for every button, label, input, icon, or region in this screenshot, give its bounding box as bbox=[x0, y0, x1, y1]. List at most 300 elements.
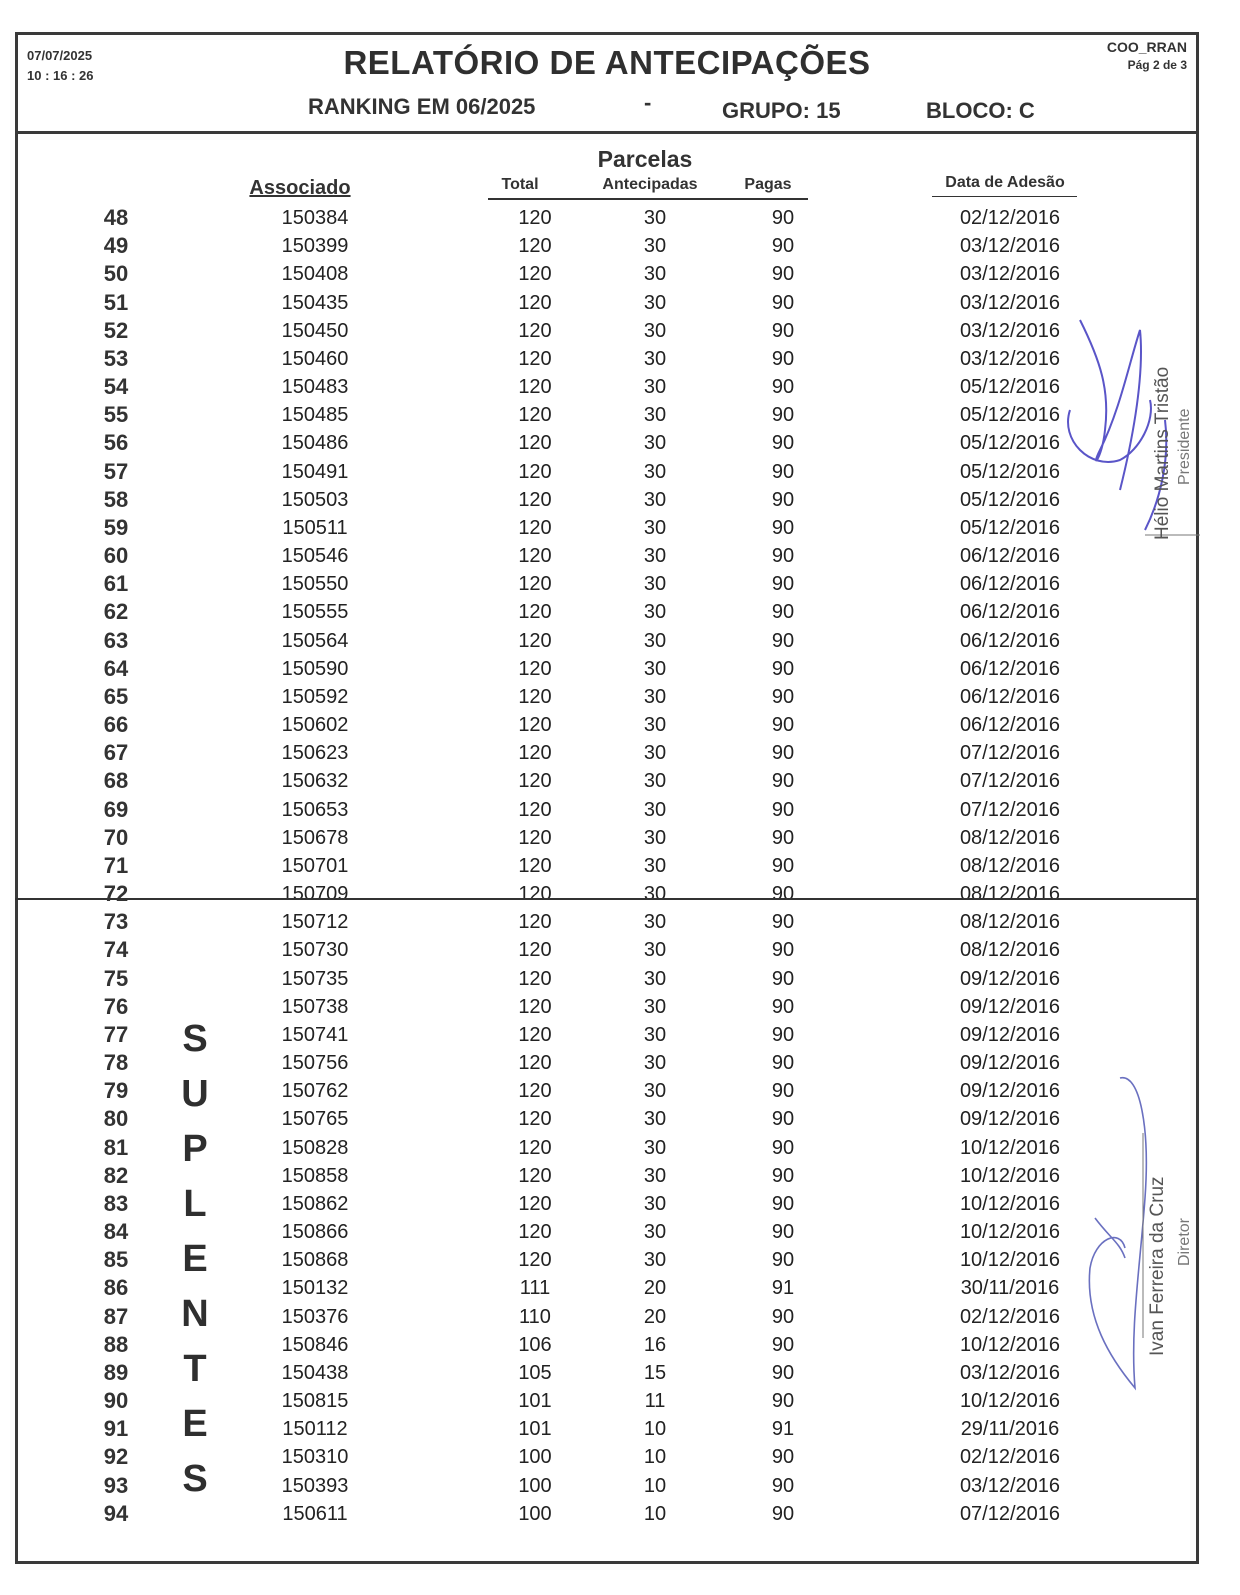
data-adesao-cell: 05/12/2016 bbox=[959, 404, 1061, 426]
data-adesao-cell: 03/12/2016 bbox=[959, 263, 1061, 285]
rank-cell: 87 bbox=[103, 1304, 129, 1329]
data-adesao-cell: 09/12/2016 bbox=[959, 996, 1061, 1018]
data-adesao-cell: 06/12/2016 bbox=[959, 601, 1061, 623]
total-cell: 120 bbox=[518, 827, 552, 849]
data-adesao-cell: 10/12/2016 bbox=[959, 1137, 1061, 1159]
total-cell: 120 bbox=[518, 1249, 552, 1271]
antecipadas-cell: 30 bbox=[643, 630, 667, 652]
associado-cell: 150485 bbox=[281, 404, 349, 426]
pagas-cell: 90 bbox=[771, 1334, 795, 1356]
print-date: 07/07/2025 bbox=[27, 48, 93, 63]
antecipadas-cell: 30 bbox=[643, 545, 667, 567]
rank-cell: 52 bbox=[103, 318, 129, 343]
antecipadas-cell: 16 bbox=[643, 1334, 667, 1356]
total-cell: 101 bbox=[518, 1418, 552, 1440]
report-code-block bbox=[1107, 38, 1187, 74]
antecipadas-heading: Antecipadas bbox=[602, 176, 698, 193]
suplentes-letter: N bbox=[181, 1293, 209, 1335]
associado-cell: 150611 bbox=[282, 1503, 348, 1525]
data-adesao-cell: 10/12/2016 bbox=[959, 1193, 1061, 1215]
total-cell: 120 bbox=[518, 630, 552, 652]
rank-cell: 75 bbox=[103, 966, 129, 991]
page-number: Pág 2 de 3 bbox=[1127, 58, 1187, 72]
antecipadas-cell: 30 bbox=[643, 968, 667, 990]
data-adesao-cell: 08/12/2016 bbox=[959, 855, 1061, 877]
antecipadas-cell: 30 bbox=[643, 770, 667, 792]
president-signature bbox=[1060, 300, 1200, 550]
associado-cell: 150730 bbox=[281, 939, 349, 961]
total-cell: 120 bbox=[518, 292, 552, 314]
signer-name: Ivan Ferreira da Cruz bbox=[1147, 1176, 1168, 1356]
pagas-cell: 90 bbox=[771, 630, 795, 652]
suplentes-letter: E bbox=[182, 1238, 208, 1280]
rank-cell: 64 bbox=[103, 656, 129, 681]
total-cell: 120 bbox=[518, 1221, 552, 1243]
pagas-cell: 90 bbox=[771, 601, 795, 623]
pagas-cell: 90 bbox=[771, 461, 795, 483]
data-adesao-cell: 08/12/2016 bbox=[959, 939, 1061, 961]
pagas-cell: 90 bbox=[771, 658, 795, 680]
suplentes-letter: L bbox=[183, 1183, 207, 1225]
rank-cell: 62 bbox=[103, 599, 129, 624]
rank-cell: 93 bbox=[103, 1473, 129, 1498]
total-cell: 120 bbox=[518, 883, 552, 905]
associado-cell: 150741 bbox=[281, 1024, 349, 1046]
total-cell: 120 bbox=[518, 714, 552, 736]
antecipadas-cell: 30 bbox=[643, 714, 667, 736]
table-row bbox=[15, 486, 1199, 514]
data-adesao-cell: 07/12/2016 bbox=[959, 742, 1061, 764]
table-row bbox=[15, 598, 1199, 626]
data-adesao-cell: 06/12/2016 bbox=[959, 630, 1061, 652]
associado-cell: 150858 bbox=[281, 1165, 349, 1187]
associado-cell: 150460 bbox=[281, 348, 349, 370]
rank-cell: 79 bbox=[103, 1078, 129, 1103]
table-row bbox=[15, 204, 1199, 232]
associado-cell: 150550 bbox=[281, 573, 349, 595]
table-row bbox=[15, 570, 1199, 598]
rank-cell: 71 bbox=[103, 853, 129, 878]
rank-cell: 56 bbox=[103, 430, 129, 455]
rank-cell: 69 bbox=[103, 797, 129, 822]
antecipadas-cell: 30 bbox=[643, 320, 667, 342]
total-cell: 120 bbox=[518, 432, 552, 454]
data-adesao-cell: 02/12/2016 bbox=[959, 207, 1061, 229]
antecipadas-cell: 20 bbox=[643, 1277, 667, 1299]
bloco-label: BLOCO: C bbox=[926, 98, 1035, 123]
data-adesao-cell: 06/12/2016 bbox=[959, 545, 1061, 567]
pagas-cell: 90 bbox=[771, 263, 795, 285]
signer-name: Hélio Martins Tristão bbox=[1152, 366, 1173, 540]
table-row bbox=[15, 880, 1199, 908]
pagas-cell: 90 bbox=[771, 883, 795, 905]
total-cell: 120 bbox=[518, 235, 552, 257]
antecipadas-cell: 30 bbox=[643, 1024, 667, 1046]
associado-cell: 150738 bbox=[281, 996, 349, 1018]
pagas-cell: 90 bbox=[771, 517, 795, 539]
table-row bbox=[15, 289, 1199, 317]
antecipadas-cell: 30 bbox=[643, 1080, 667, 1102]
antecipadas-cell: 30 bbox=[643, 348, 667, 370]
antecipadas-cell: 30 bbox=[643, 263, 667, 285]
rank-cell: 83 bbox=[103, 1191, 129, 1216]
antecipadas-cell: 30 bbox=[643, 883, 667, 905]
suplentes-letter: S bbox=[182, 1018, 208, 1060]
data-adesao-cell: 03/12/2016 bbox=[959, 1475, 1061, 1497]
pagas-cell: 90 bbox=[771, 855, 795, 877]
associado-cell: 150765 bbox=[281, 1108, 349, 1130]
table-row bbox=[15, 260, 1199, 288]
data-adesao-cell: 06/12/2016 bbox=[959, 658, 1061, 680]
table-row bbox=[15, 345, 1199, 373]
associado-cell: 150486 bbox=[281, 432, 349, 454]
pagas-cell: 90 bbox=[771, 714, 795, 736]
suplentes-letter: T bbox=[183, 1348, 207, 1390]
associado-heading: Associado bbox=[249, 177, 351, 199]
pagas-cell: 90 bbox=[771, 1249, 795, 1271]
data-adesao-cell: 09/12/2016 bbox=[959, 1080, 1061, 1102]
rank-cell: 81 bbox=[103, 1135, 129, 1160]
pagas-cell: 90 bbox=[771, 1446, 795, 1468]
total-cell: 120 bbox=[518, 517, 552, 539]
data-adesao-cell: 09/12/2016 bbox=[959, 968, 1061, 990]
suplentes-divider bbox=[15, 898, 1199, 900]
associado-cell: 150709 bbox=[281, 883, 349, 905]
data-adesao-cell: 05/12/2016 bbox=[959, 461, 1061, 483]
total-cell: 120 bbox=[518, 799, 552, 821]
antecipadas-cell: 30 bbox=[643, 292, 667, 314]
pagas-cell: 90 bbox=[771, 320, 795, 342]
data-adesao-cell: 03/12/2016 bbox=[959, 348, 1061, 370]
table-row bbox=[15, 655, 1199, 683]
associado-cell: 150602 bbox=[281, 714, 349, 736]
total-cell: 120 bbox=[518, 658, 552, 680]
antecipadas-cell: 30 bbox=[643, 207, 667, 229]
rank-cell: 77 bbox=[103, 1022, 129, 1047]
header-dash: - bbox=[644, 90, 652, 115]
antecipadas-cell: 20 bbox=[643, 1306, 667, 1328]
ranking-label: RANKING EM 06/2025 bbox=[308, 94, 536, 119]
associado-cell: 150483 bbox=[281, 376, 349, 398]
total-cell: 120 bbox=[518, 348, 552, 370]
total-cell: 120 bbox=[518, 207, 552, 229]
table-row bbox=[15, 317, 1199, 345]
data-adesao-cell: 05/12/2016 bbox=[959, 489, 1061, 511]
data-adesao-cell: 29/11/2016 bbox=[960, 1418, 1060, 1440]
pagas-cell: 90 bbox=[771, 686, 795, 708]
data-adesao-cell: 02/12/2016 bbox=[959, 1446, 1061, 1468]
pagas-cell: 90 bbox=[771, 489, 795, 511]
antecipadas-cell: 15 bbox=[643, 1362, 667, 1384]
data-adesao-cell: 02/12/2016 bbox=[959, 1306, 1061, 1328]
antecipadas-cell: 10 bbox=[643, 1475, 667, 1497]
table-row bbox=[15, 627, 1199, 655]
table-row bbox=[15, 542, 1199, 570]
total-cell: 120 bbox=[518, 489, 552, 511]
pagas-cell: 90 bbox=[771, 1193, 795, 1215]
total-cell: 120 bbox=[518, 939, 552, 961]
data-adesao-heading: Data de Adesão bbox=[945, 174, 1065, 191]
associado-cell: 150435 bbox=[281, 292, 349, 314]
antecipadas-cell: 30 bbox=[643, 1193, 667, 1215]
parcelas-underline bbox=[488, 198, 808, 200]
pagas-cell: 90 bbox=[771, 742, 795, 764]
associado-cell: 150701 bbox=[281, 855, 349, 877]
rank-cell: 91 bbox=[103, 1416, 129, 1441]
pagas-cell: 90 bbox=[771, 432, 795, 454]
rank-cell: 51 bbox=[103, 290, 129, 315]
total-cell: 120 bbox=[518, 461, 552, 483]
associado-cell: 150450 bbox=[281, 320, 349, 342]
antecipadas-cell: 30 bbox=[643, 235, 667, 257]
report-code: COO_RRAN bbox=[1106, 39, 1187, 55]
antecipadas-cell: 10 bbox=[643, 1418, 667, 1440]
table-row bbox=[15, 401, 1199, 429]
pagas-cell: 90 bbox=[771, 1165, 795, 1187]
antecipadas-cell: 30 bbox=[643, 686, 667, 708]
data-adesao-cell: 06/12/2016 bbox=[959, 714, 1061, 736]
total-cell: 120 bbox=[518, 404, 552, 426]
associado-cell: 150310 bbox=[281, 1446, 349, 1468]
associado-cell: 150868 bbox=[281, 1249, 349, 1271]
pagas-cell: 90 bbox=[771, 1080, 795, 1102]
associado-cell: 150678 bbox=[281, 827, 349, 849]
suplentes-letter: E bbox=[182, 1403, 208, 1445]
rank-cell: 85 bbox=[103, 1247, 129, 1272]
pagas-heading: Pagas bbox=[744, 176, 792, 193]
rank-cell: 66 bbox=[103, 712, 129, 737]
rank-cell: 68 bbox=[103, 768, 129, 793]
associado-cell: 150762 bbox=[281, 1080, 349, 1102]
rank-cell: 70 bbox=[103, 825, 129, 850]
data-adesao-cell: 09/12/2016 bbox=[959, 1108, 1061, 1130]
pagas-cell: 90 bbox=[771, 376, 795, 398]
data-adesao-cell: 10/12/2016 bbox=[959, 1334, 1061, 1356]
rank-cell: 63 bbox=[103, 628, 129, 653]
pagas-cell: 90 bbox=[771, 348, 795, 370]
antecipadas-cell: 30 bbox=[643, 855, 667, 877]
print-time: 10 : 16 : 26 bbox=[27, 68, 94, 83]
total-cell: 120 bbox=[518, 320, 552, 342]
pagas-cell: 90 bbox=[771, 1052, 795, 1074]
rank-cell: 84 bbox=[103, 1219, 129, 1244]
total-cell: 120 bbox=[518, 770, 552, 792]
total-cell: 105 bbox=[518, 1362, 552, 1384]
total-cell: 120 bbox=[518, 1080, 552, 1102]
data-adesao-cell: 05/12/2016 bbox=[959, 517, 1061, 539]
associado-cell: 150546 bbox=[281, 545, 349, 567]
data-adesao-cell: 08/12/2016 bbox=[959, 911, 1061, 933]
associado-cell: 150756 bbox=[281, 1052, 349, 1074]
antecipadas-cell: 30 bbox=[643, 601, 667, 623]
associado-cell: 150653 bbox=[281, 799, 349, 821]
pagas-cell: 91 bbox=[771, 1418, 795, 1440]
antecipadas-cell: 30 bbox=[643, 1165, 667, 1187]
associado-cell: 150564 bbox=[281, 630, 349, 652]
table-row bbox=[15, 458, 1199, 486]
total-cell: 101 bbox=[518, 1390, 552, 1412]
total-cell: 120 bbox=[518, 573, 552, 595]
table-row bbox=[15, 824, 1199, 852]
total-cell: 120 bbox=[518, 1108, 552, 1130]
total-cell: 120 bbox=[518, 686, 552, 708]
pagas-cell: 90 bbox=[771, 1137, 795, 1159]
rank-cell: 78 bbox=[103, 1050, 129, 1075]
data-adesao-cell: 07/12/2016 bbox=[959, 1503, 1061, 1525]
rank-cell: 67 bbox=[103, 740, 129, 765]
table-row bbox=[15, 514, 1199, 542]
table-row bbox=[15, 739, 1199, 767]
rank-cell: 86 bbox=[103, 1275, 129, 1300]
rank-cell: 89 bbox=[103, 1360, 129, 1385]
antecipadas-cell: 30 bbox=[643, 1221, 667, 1243]
pagas-cell: 90 bbox=[771, 1503, 795, 1525]
pagas-cell: 90 bbox=[771, 1390, 795, 1412]
table-row bbox=[15, 683, 1199, 711]
total-cell: 106 bbox=[518, 1334, 552, 1356]
table-row bbox=[15, 373, 1199, 401]
data-adesao-underline bbox=[932, 196, 1077, 197]
data-adesao-cell: 10/12/2016 bbox=[959, 1221, 1061, 1243]
table-row bbox=[15, 232, 1199, 260]
antecipadas-cell: 10 bbox=[643, 1503, 667, 1525]
associado-cell: 150503 bbox=[281, 489, 349, 511]
rank-cell: 60 bbox=[103, 543, 129, 568]
total-cell: 100 bbox=[518, 1475, 552, 1497]
associado-cell: 150491 bbox=[281, 461, 349, 483]
report-title: RELATÓRIO DE ANTECIPAÇÕES bbox=[343, 44, 871, 81]
table-row bbox=[15, 908, 1199, 936]
pagas-cell: 90 bbox=[771, 939, 795, 961]
data-adesao-cell: 03/12/2016 bbox=[959, 1362, 1061, 1384]
grupo-label: GRUPO: 15 bbox=[722, 98, 841, 123]
data-adesao-cell: 03/12/2016 bbox=[959, 292, 1061, 314]
antecipadas-cell: 30 bbox=[643, 489, 667, 511]
associado-cell: 150828 bbox=[281, 1137, 349, 1159]
rank-cell: 50 bbox=[103, 261, 129, 286]
suplentes-letter: U bbox=[181, 1073, 209, 1115]
antecipadas-cell: 30 bbox=[643, 432, 667, 454]
total-cell: 120 bbox=[518, 911, 552, 933]
total-cell: 100 bbox=[518, 1446, 552, 1468]
data-adesao-cell: 06/12/2016 bbox=[959, 573, 1061, 595]
data-adesao-cell: 03/12/2016 bbox=[959, 320, 1061, 342]
pagas-cell: 90 bbox=[771, 573, 795, 595]
total-cell: 120 bbox=[518, 263, 552, 285]
total-cell: 120 bbox=[518, 1024, 552, 1046]
suplentes-label bbox=[170, 1012, 220, 1507]
table-row bbox=[15, 965, 1199, 993]
associado-cell: 150555 bbox=[281, 601, 349, 623]
data-adesao-cell: 05/12/2016 bbox=[959, 376, 1061, 398]
pagas-cell: 90 bbox=[771, 911, 795, 933]
pagas-cell: 90 bbox=[771, 968, 795, 990]
pagas-cell: 90 bbox=[771, 235, 795, 257]
pagas-cell: 91 bbox=[771, 1277, 795, 1299]
antecipadas-cell: 10 bbox=[643, 1446, 667, 1468]
rank-cell: 94 bbox=[103, 1501, 129, 1526]
total-cell: 120 bbox=[518, 1137, 552, 1159]
pagas-cell: 90 bbox=[771, 996, 795, 1018]
table-row bbox=[15, 796, 1199, 824]
rank-cell: 72 bbox=[103, 881, 129, 906]
pagas-cell: 90 bbox=[771, 545, 795, 567]
rank-cell: 54 bbox=[103, 374, 129, 399]
suplentes-letter: S bbox=[182, 1458, 208, 1500]
antecipadas-cell: 30 bbox=[643, 1137, 667, 1159]
antecipadas-cell: 30 bbox=[643, 517, 667, 539]
antecipadas-cell: 30 bbox=[643, 461, 667, 483]
antecipadas-cell: 30 bbox=[643, 376, 667, 398]
antecipadas-cell: 30 bbox=[643, 799, 667, 821]
total-cell: 120 bbox=[518, 996, 552, 1018]
rank-cell: 74 bbox=[103, 937, 129, 962]
antecipadas-cell: 30 bbox=[643, 911, 667, 933]
rank-cell: 48 bbox=[103, 205, 129, 230]
director-signature bbox=[1080, 1068, 1200, 1398]
pagas-cell: 90 bbox=[771, 292, 795, 314]
data-adesao-cell: 08/12/2016 bbox=[959, 827, 1061, 849]
suplentes-letter: P bbox=[182, 1128, 208, 1170]
associado-cell: 150511 bbox=[282, 517, 348, 539]
antecipadas-cell: 11 bbox=[644, 1390, 666, 1412]
parcelas-heading: Parcelas bbox=[597, 146, 693, 172]
associado-cell: 150408 bbox=[281, 263, 349, 285]
rank-cell: 59 bbox=[103, 515, 129, 540]
data-adesao-cell: 10/12/2016 bbox=[959, 1249, 1061, 1271]
antecipadas-cell: 30 bbox=[643, 827, 667, 849]
signer-role: Diretor bbox=[1176, 1217, 1193, 1266]
antecipadas-cell: 30 bbox=[643, 573, 667, 595]
antecipadas-cell: 30 bbox=[643, 742, 667, 764]
associado-cell: 150438 bbox=[281, 1362, 349, 1384]
total-cell: 120 bbox=[518, 1165, 552, 1187]
total-cell: 120 bbox=[518, 376, 552, 398]
pagas-cell: 90 bbox=[771, 1108, 795, 1130]
antecipadas-cell: 30 bbox=[643, 404, 667, 426]
antecipadas-cell: 30 bbox=[643, 1249, 667, 1271]
pagas-cell: 90 bbox=[771, 207, 795, 229]
rank-cell: 80 bbox=[103, 1106, 129, 1131]
rank-cell: 61 bbox=[103, 571, 129, 596]
data-adesao-cell: 30/11/2016 bbox=[960, 1277, 1060, 1299]
antecipadas-cell: 30 bbox=[643, 658, 667, 680]
rank-cell: 92 bbox=[103, 1444, 129, 1469]
total-cell: 120 bbox=[518, 1193, 552, 1215]
associado-cell: 150735 bbox=[281, 968, 349, 990]
associado-cell: 150132 bbox=[281, 1277, 349, 1299]
table-row bbox=[15, 767, 1199, 795]
associado-cell: 150376 bbox=[281, 1306, 349, 1328]
associado-cell: 150712 bbox=[281, 911, 349, 933]
pagas-cell: 90 bbox=[771, 1306, 795, 1328]
signer-role: Presidente bbox=[1176, 408, 1193, 485]
rank-cell: 55 bbox=[103, 402, 129, 427]
pagas-cell: 90 bbox=[771, 1221, 795, 1243]
associado-cell: 150846 bbox=[281, 1334, 349, 1356]
pagas-cell: 90 bbox=[771, 1024, 795, 1046]
report-header bbox=[15, 32, 1199, 134]
total-cell: 120 bbox=[518, 545, 552, 567]
data-adesao-cell: 10/12/2016 bbox=[959, 1165, 1061, 1187]
antecipadas-cell: 30 bbox=[643, 939, 667, 961]
pagas-cell: 90 bbox=[771, 1362, 795, 1384]
total-cell: 100 bbox=[518, 1503, 552, 1525]
data-adesao-cell: 08/12/2016 bbox=[959, 883, 1061, 905]
data-adesao-cell: 03/12/2016 bbox=[959, 235, 1061, 257]
associado-cell: 150815 bbox=[281, 1390, 349, 1412]
table-row bbox=[15, 852, 1199, 880]
